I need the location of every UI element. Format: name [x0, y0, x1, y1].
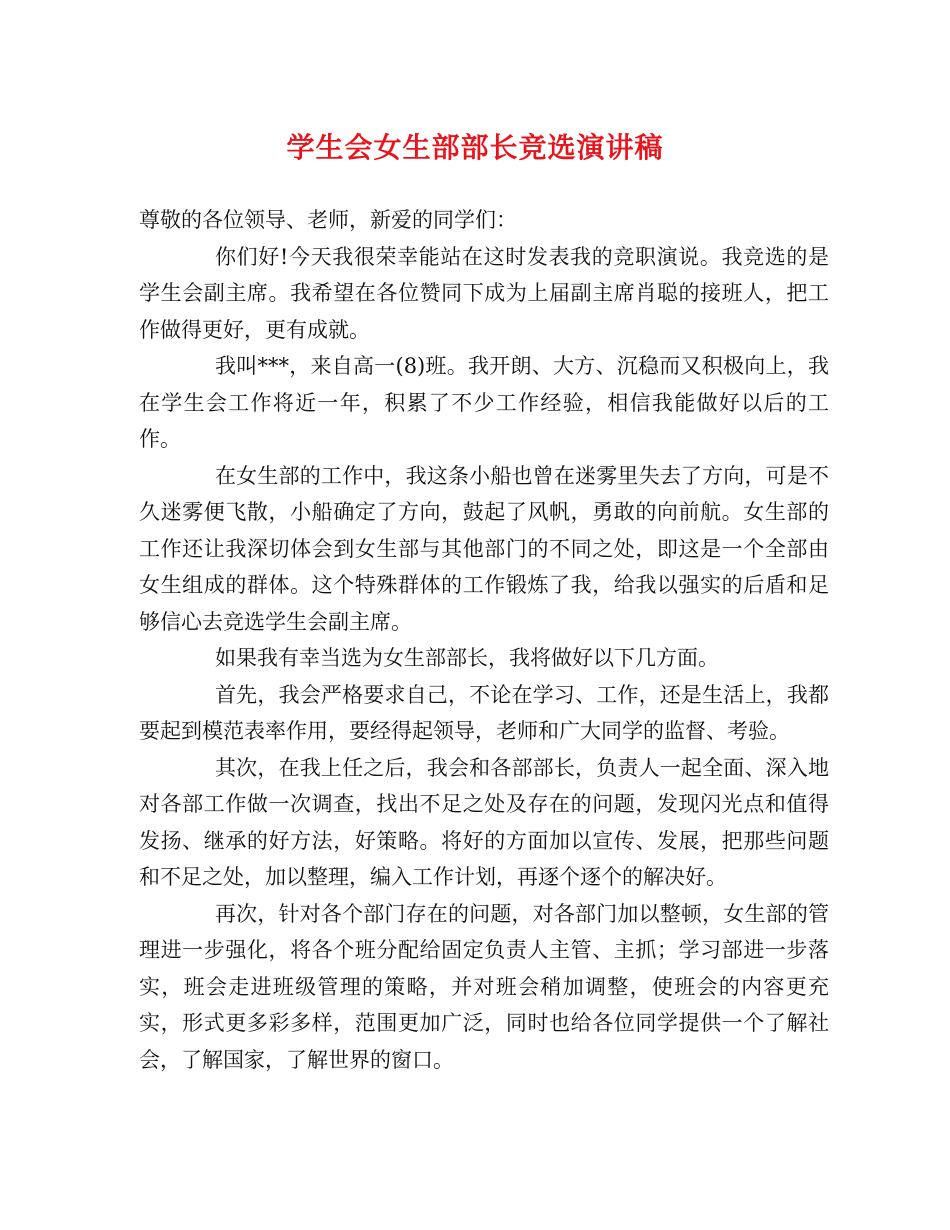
paragraph-plan-intro: 如果我有幸当选为女生部部长，我将做好以下几方面。	[215, 646, 719, 670]
paragraph-experience: 在女生部的工作中，我这条小船也曾在迷雾里失去了方向，可是不久迷雾便飞散，小船确定了方向，鼓起了风帆，勇敢的向前航。女生部的工作还让我深切体会到女生部与其他部门的不同之处，即这是一个全部由女生组成的群体。这个特殊群体的工作锻炼了我，给我以强实的后盾和足够信心去竞选学生会副主席。	[139, 463, 829, 634]
paragraph-second: 其次，在我上任之后，我会和各部部长，负责人一起全面、深入地对各部工作做一次调查，找出不足之处及存在的问题，发现闪光点和值得发扬、继承的好方法，好策略。将好的方面加以宣传、发展，把那些问题和不足之处，加以整理，编入工作计划，再逐个逐个的解决好。	[139, 755, 829, 889]
paragraph-self-intro: 我叫***，来自高一(8)班。我开朗、大方、沉稳而又积极向上，我在学生会工作将近一年，积累了不少工作经验，相信我能做好以后的工作。	[139, 354, 829, 451]
paragraph-third: 再次，针对各个部门存在的问题，对各部门加以整顿，女生部的管理进一步强化，将各个班分配给固定负责人主管、主抓；学习部进一步落实，班会走进班级管理的策略，并对班会稍加调整，使班会的内容更充实，形式更多彩多样，范围更加广泛，同时也给各位同学提供一个了解社会，了解国家，了解世界的窗口。	[139, 901, 829, 1072]
paragraph-greeting: 你们好!今天我很荣幸能站在这时发表我的竞职演说。我竞选的是学生会副主席。我希望在各位赞同下成为上届副主席肖聪的接班人，把工作做得更好，更有成就。	[139, 244, 829, 342]
document-title: 学生会女生部部长竞选演讲稿	[286, 131, 664, 164]
paragraph-first: 首先，我会严格要求自己，不论在学习、工作，还是生活上，我都要起到模范表率作用，要经得起领导，老师和广大同学的监督、考验。	[139, 682, 829, 743]
document-body	[139, 202, 829, 1078]
salutation: 尊敬的各位领导、老师，新爱的同学们：	[139, 208, 517, 232]
